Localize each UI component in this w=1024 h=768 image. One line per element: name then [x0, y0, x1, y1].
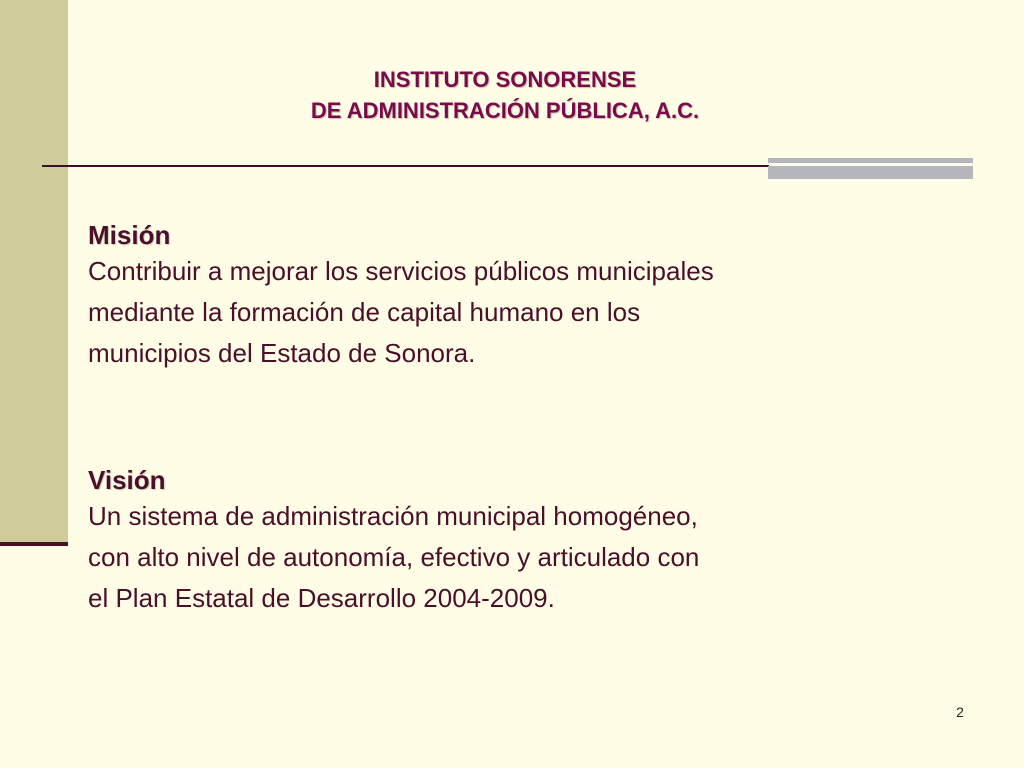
vision-line-2: con alto nivel de autonomía, efectivo y articulado con — [88, 542, 700, 572]
left-decorative-bar — [0, 0, 68, 543]
title-divider — [42, 165, 769, 167]
mision-line-2: mediante la formación de capital humano en los — [88, 297, 641, 327]
page-number: 2 — [956, 704, 964, 720]
vision-heading: Visión — [88, 465, 166, 495]
slide-title — [180, 64, 830, 126]
left-bar-underline — [0, 542, 68, 546]
decorative-grey-bars — [768, 158, 973, 179]
mision-section — [88, 219, 948, 374]
title-line-2: DE ADMINISTRACIÓN PÚBLICA, A.C. — [310, 98, 700, 123]
mision-line-3: municipios del Estado de Sonora. — [88, 338, 476, 368]
vision-line-3: el Plan Estatal de Desarrollo 2004-2009. — [88, 583, 555, 613]
vision-line-1: Un sistema de administración municipal homogéneo, — [88, 501, 698, 531]
mision-line-1: Contribuir a mejorar los servicios públicos municipales — [88, 256, 714, 286]
vision-section — [88, 464, 948, 619]
grey-bar-thin — [768, 158, 973, 163]
vision-body — [88, 496, 948, 619]
title-line-1: INSTITUTO SONORENSE — [373, 67, 637, 92]
grey-bar-thick — [768, 166, 973, 179]
mision-body — [88, 251, 948, 374]
mision-heading: Misión — [88, 220, 171, 250]
